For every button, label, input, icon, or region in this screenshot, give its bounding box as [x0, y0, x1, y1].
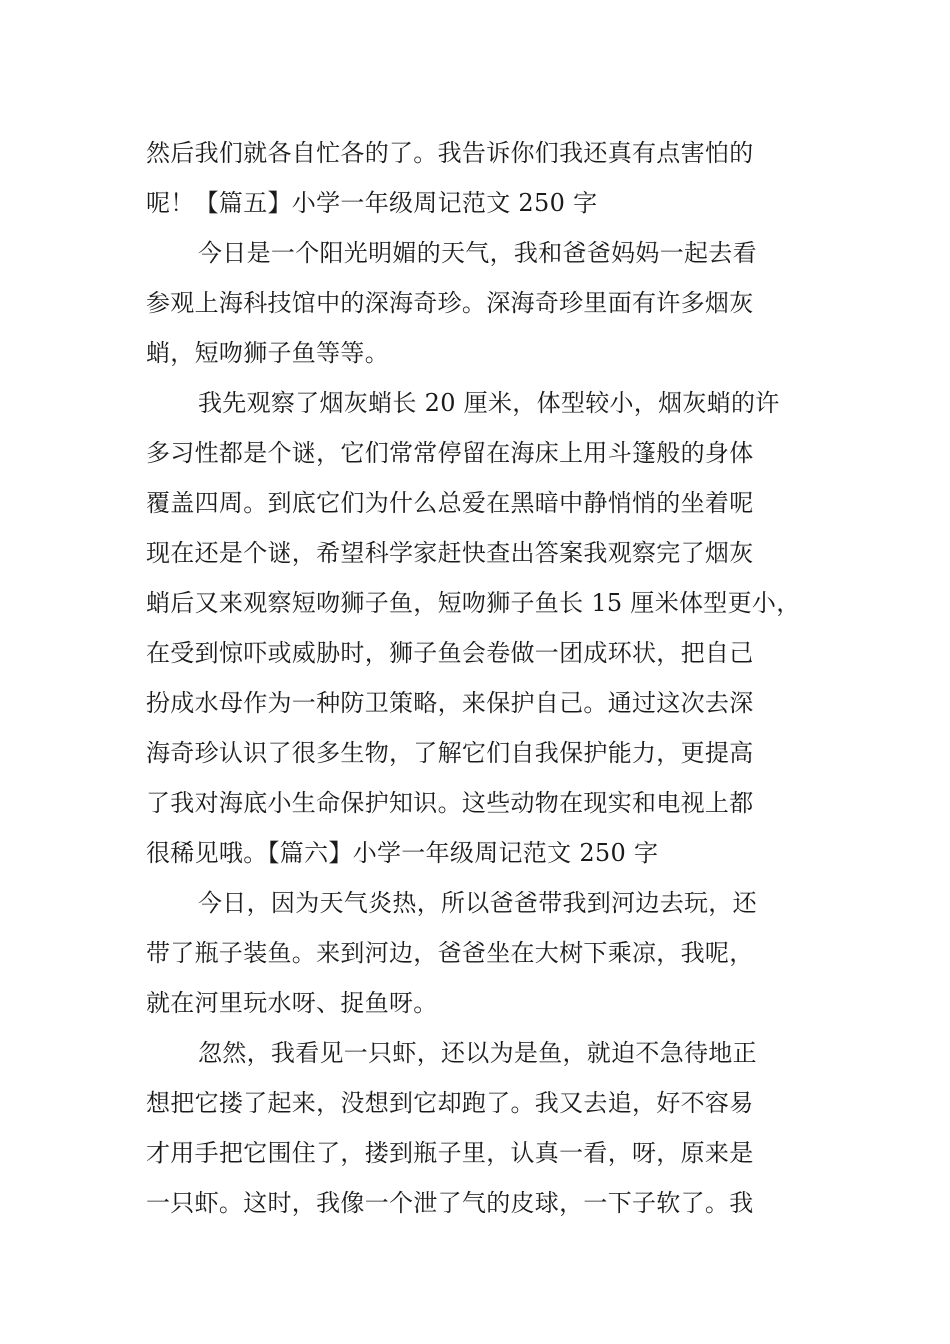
text-line: 现在还是个谜，希望科学家赶快查出答案我观察完了烟灰 — [146, 539, 754, 567]
paragraph-first-line: 今日，因为天气炎热，所以爸爸带我到河边去玩，还 — [198, 889, 757, 917]
text-line: 才用手把它围住了，搂到瓶子里，认真一看，呀，原来是 — [146, 1139, 754, 1167]
text-line: 就在河里玩水呀、捉鱼呀。 — [146, 989, 438, 1017]
text-line: 海奇珍认识了很多生物，了解它们自我保护能力，更提高 — [146, 739, 754, 767]
text-line: 然后我们就各自忙各的了。我告诉你们我还真有点害怕的 — [146, 139, 754, 167]
paragraph-first-line: 今日是一个阳光明媚的天气，我和爸爸妈妈一起去看 — [198, 239, 757, 267]
text-line: 参观上海科技馆中的深海奇珍。深海奇珍里面有许多烟灰 — [146, 289, 754, 317]
text-line: 带了瓶子装鱼。来到河边，爸爸坐在大树下乘凉，我呢， — [146, 939, 754, 967]
text-line: 了我对海底小生命保护知识。这些动物在现实和电视上都 — [146, 789, 754, 817]
text-line: 在受到惊吓或威胁时，狮子鱼会卷做一团成环状，把自己 — [146, 639, 754, 667]
text-line: 蛸，短吻狮子鱼等等。 — [146, 339, 389, 367]
text-line: 扮成水母作为一种防卫策略，来保护自己。通过这次去深 — [146, 689, 754, 717]
paragraph-first-line: 我先观察了烟灰蛸长 20 厘米，体型较小，烟灰蛸的许 — [198, 389, 780, 417]
text-line: 覆盖四周。到底它们为什么总爱在黑暗中静悄悄的坐着呢 — [146, 489, 754, 517]
text-line: 多习性都是个谜，它们常常停留在海床上用斗篷般的身体 — [146, 439, 754, 467]
document-body — [146, 128, 826, 1228]
paragraph-first-line: 忽然，我看见一只虾，还以为是鱼，就迫不急待地正 — [198, 1039, 757, 1067]
text-line: 呢！【篇五】小学一年级周记范文 250 字 — [146, 189, 598, 217]
text-line: 蛸后又来观察短吻狮子鱼，短吻狮子鱼长 15 厘米体型更小， — [146, 589, 801, 617]
text-line: 一只虾。这时，我像一个泄了气的皮球，一下子软了。我 — [146, 1189, 754, 1217]
text-line: 很稀见哦。【篇六】小学一年级周记范文 250 字 — [146, 839, 659, 867]
text-line: 想把它搂了起来，没想到它却跑了。我又去追，好不容易 — [146, 1089, 754, 1117]
